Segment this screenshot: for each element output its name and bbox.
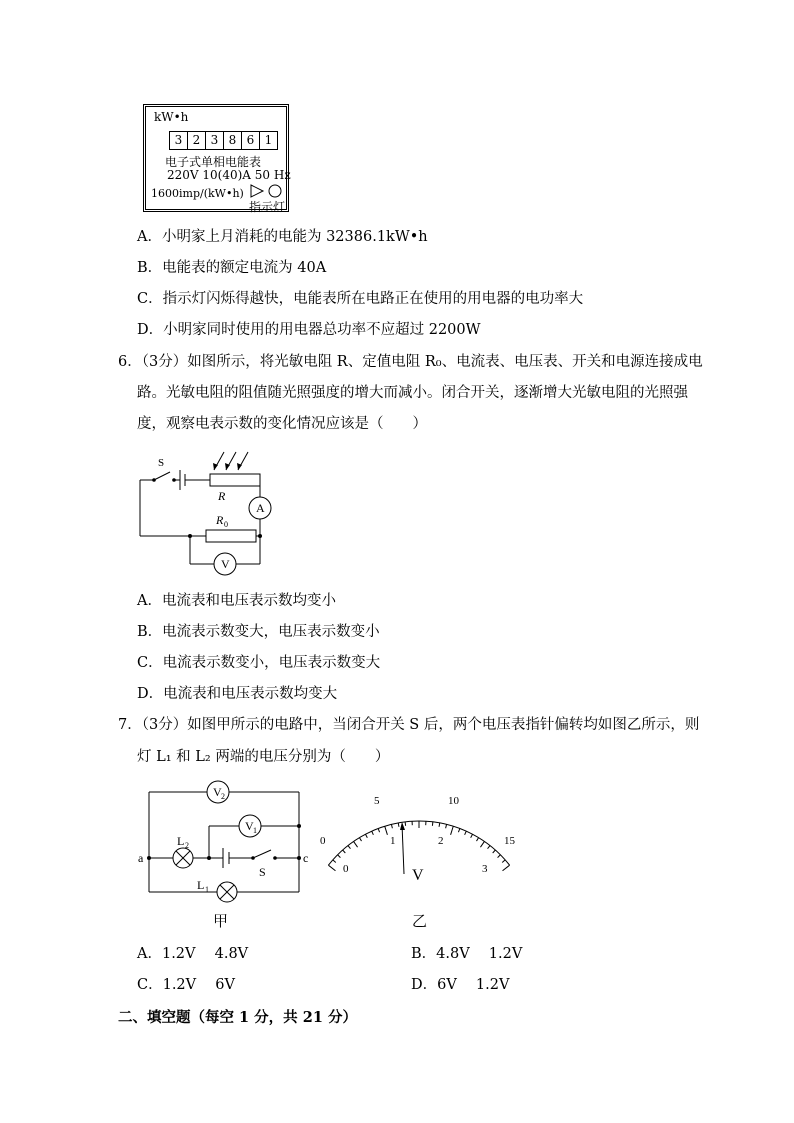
q7-label-v1: V: [245, 819, 254, 833]
dial-pointer: [402, 824, 404, 874]
dial-tick: [477, 838, 479, 841]
dial-tick: [458, 828, 459, 832]
dial-tick: [348, 846, 350, 849]
meter-digit: 6: [242, 132, 260, 149]
q7-caption-jia: 甲: [213, 914, 229, 930]
dial-tick: [328, 865, 335, 871]
q7-voltmeter-dial: [314, 786, 524, 936]
dial-tick: [378, 828, 379, 832]
indicator-icons: [249, 183, 285, 199]
q7-option-b: B．4.8V 1.2V: [411, 946, 523, 962]
q7-circuit-diagram: [135, 778, 310, 932]
q6-label-a: A: [256, 501, 265, 515]
dial-tick: [359, 838, 361, 841]
dial-tick: [480, 841, 484, 847]
dial-tick: [471, 834, 473, 838]
dial-small-0: 0: [343, 863, 349, 875]
q6-option-d: D．电流表和电压表示数均变大: [137, 686, 338, 702]
dial-tick: [465, 831, 467, 835]
q5-option-a: A．小明家上月消耗的电能为 32386.1kW•h: [137, 229, 428, 245]
dial-big-0: 0: [320, 835, 326, 847]
q5-option-b: B．电能表的额定电流为 40A: [137, 260, 327, 276]
q7-label-s: S: [259, 865, 266, 879]
q6-option-b: B．电流表示数变大，电压表示数变小: [137, 624, 380, 640]
meter-digit: 2: [188, 132, 206, 149]
dial-tick: [365, 834, 367, 838]
q7-stem-line: 7．（3分）如图甲所示的电路中，当闭合开关 S 后，两个电压表指针偏转均如图乙所示，则: [118, 717, 700, 733]
meter-digits: [169, 131, 278, 150]
meter-digit: 1: [264, 133, 273, 147]
meter-spec: 220V 10(40)A 50 Hz: [167, 168, 291, 182]
section-heading: 二、填空题（每空 1 分，共 21 分）: [118, 1009, 357, 1026]
q7-label-l1: L: [197, 878, 205, 892]
meter-unit: kW•h: [154, 110, 189, 124]
q6-label-s: S: [158, 457, 165, 469]
q7-label-a: a: [138, 851, 144, 865]
q6-label-r0-sub: 0: [224, 520, 228, 529]
q7-stem-line: 灯 L₁ 和 L₂ 两端的电压分别为（ ）: [137, 749, 390, 765]
q6-stem-line: 6．（3分）如图所示，将光敏电阻 R、定值电阻 R₀、电流表、电压表、开关和电源连接成电: [118, 354, 703, 370]
dial-tick: [398, 823, 399, 827]
q7-label-v2: V: [213, 785, 222, 799]
q7-label-l1-sub: 1: [205, 885, 209, 894]
dial-tick: [503, 865, 510, 871]
dial-tick: [488, 846, 490, 849]
q6-option-a: A．电流表和电压表示数均变小: [137, 593, 336, 609]
q6-circuit-diagram: [130, 444, 280, 580]
q7-label-c: c: [303, 851, 309, 865]
q6-stem-line: 路。光敏电阻的阻值随光照强度的增大而减小。闭合开关，逐渐增大光敏电阻的光照强: [137, 385, 688, 401]
dial-tick: [439, 823, 440, 827]
q6-label-v: V: [221, 557, 230, 571]
dial-tick: [451, 826, 454, 835]
dial-tick: [354, 841, 358, 847]
dial-tick: [343, 850, 346, 853]
dial-tick: [493, 850, 496, 853]
q7-label-v2-sub: 2: [221, 792, 225, 801]
q7-option-d: D．6V 1.2V: [411, 977, 510, 993]
dial-tick: [338, 855, 341, 858]
meter-indicator-label: 指示灯: [249, 200, 286, 214]
q6-stem-line: 度，观察电表示数的变化情况应该是（ ）: [137, 416, 427, 432]
q7-option-c: C．1.2V 6V: [137, 977, 235, 993]
q6-label-r: R: [218, 489, 226, 503]
dial-tick: [446, 824, 447, 828]
dial-tick: [333, 860, 336, 863]
dial-tick: [391, 824, 392, 828]
q7-label-l2-sub: 2: [185, 841, 189, 850]
q5-option-c: C．指示灯闪烁得越快，电能表所在电路正在使用的用电器的电功率大: [137, 291, 584, 307]
q7-option-a: A．1.2V 4.8V: [137, 946, 249, 962]
dial-big-5: 5: [374, 795, 380, 807]
indicator-lamp-icon: [269, 185, 281, 197]
dial-tick: [498, 855, 501, 858]
dial-big-15: 15: [504, 835, 515, 847]
q7-label-l2: L: [177, 834, 185, 848]
meter-imp: 1600imp/(kW•h): [151, 187, 244, 200]
meter-digit: 3: [170, 132, 188, 149]
q7-caption-yi: 乙: [412, 914, 428, 930]
q6-label-r0: R: [216, 513, 224, 527]
dial-big-10: 10: [448, 795, 459, 807]
dial-small-2: 2: [438, 835, 444, 847]
dial-unit: V: [412, 867, 424, 884]
energy-meter-figure: [143, 104, 289, 212]
dial-small-3: 3: [482, 863, 488, 875]
dial-tick: [502, 860, 505, 863]
dial-small-1: 1: [390, 835, 396, 847]
q6-option-c: C．电流表示数变小，电压表示数变大: [137, 655, 381, 671]
q5-option-d: D．小明家同时使用的用电器总功率不应超过 2200W: [137, 322, 481, 338]
dial-tick: [372, 831, 374, 835]
q7-label-v1-sub: 1: [253, 826, 257, 835]
dial-tick: [385, 826, 388, 835]
meter-name: 电子式单相电能表: [165, 155, 262, 169]
meter-digit: 3: [206, 132, 224, 149]
meter-digit: 8: [224, 132, 242, 149]
triangle-icon: [251, 185, 263, 197]
